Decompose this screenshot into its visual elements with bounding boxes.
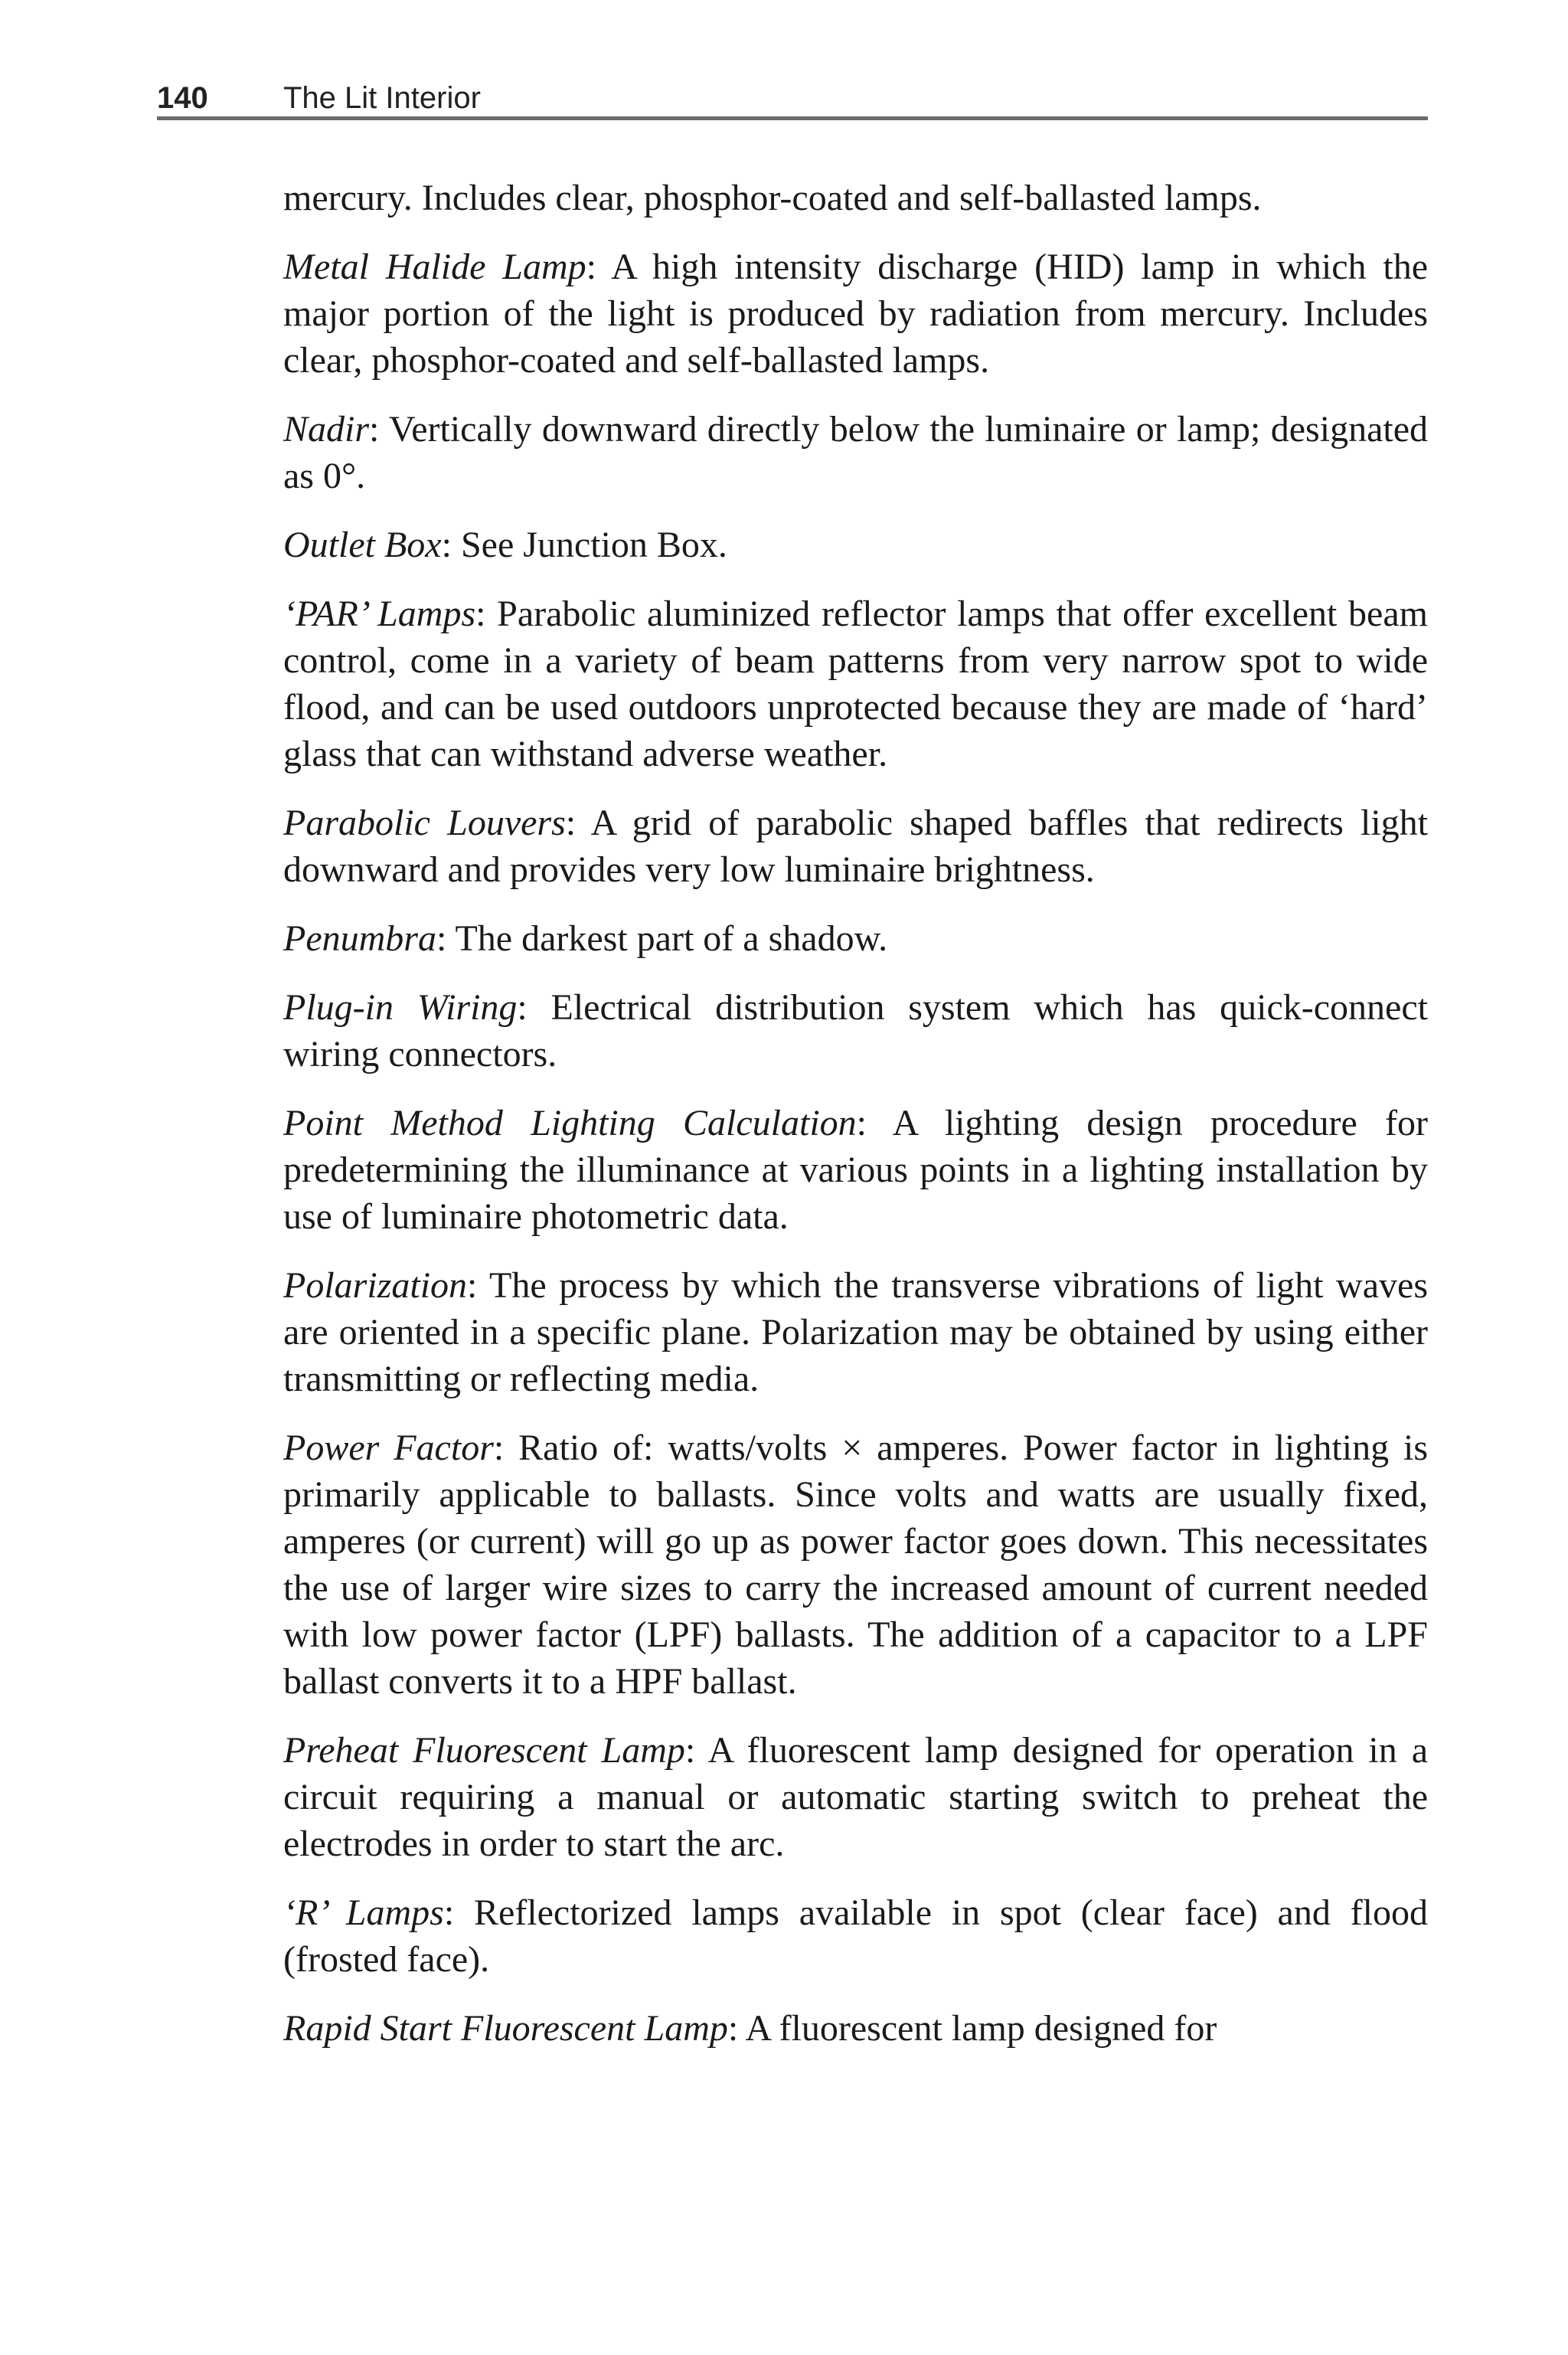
term-separator: : (727, 2008, 746, 2049)
term-separator: : (856, 1103, 893, 1143)
glossary-term: Parabolic Louvers (283, 803, 566, 843)
glossary-entry (283, 590, 1428, 777)
glossary-definition: Vertically downward directly below the luminaire or lamp; designated as 0°. (283, 409, 1429, 496)
glossary-entry (283, 1889, 1428, 1983)
glossary-term: Nadir (283, 409, 370, 450)
glossary-entry (283, 522, 1428, 568)
glossary-definition: A fluorescent lamp designed for operation in a circuit requiring a manual or automatic starting switch to preheat the electrodes in order to start the arc. (283, 1730, 1428, 1864)
glossary-entry (283, 915, 1428, 962)
term-separator: : (475, 594, 498, 634)
glossary-entry (283, 1100, 1428, 1240)
term-separator: : (441, 525, 461, 565)
term-separator: : (443, 1892, 474, 1933)
glossary-definition: Electrical distribution system which has quick-connect wiring connectors. (283, 987, 1428, 1074)
term-separator: : (493, 1428, 519, 1468)
glossary-body (283, 175, 1428, 2074)
glossary-definition: Parabolic aluminized reflector lamps that offer excellent beam control, come in a variety of beam patterns from very narrow spot to wide flood, and can be used outdoors unprotected because they are made of ‘hard’ glass that can withstand adverse weather. (283, 594, 1428, 774)
header-rule (157, 116, 1428, 120)
glossary-term: Metal Halide Lamp (283, 247, 586, 287)
term-separator: : (517, 987, 551, 1028)
glossary-term: Point Method Lighting Calculation (283, 1103, 857, 1143)
glossary-term: Rapid Start Fluorescent Lamp (283, 2008, 728, 2049)
running-head (157, 75, 1428, 121)
glossary-entry (283, 175, 1428, 221)
glossary-definition: A high intensity discharge (HID) lamp in which the major portion of the light is produced by radiation from mercury. Includes clear, phosphor-coated and self-ballasted lamps. (283, 247, 1429, 381)
book-title: The Lit Interior (283, 81, 481, 115)
glossary-entry (283, 244, 1428, 384)
glossary-term: ‘PAR’ Lamps (283, 594, 476, 634)
glossary-definition: A lighting design procedure for predetermining the illuminance at various points in a lighting installation by use of luminaire photometric data. (283, 1103, 1429, 1237)
glossary-term: Penumbra (283, 918, 436, 959)
glossary-term: Preheat Fluorescent Lamp (283, 1730, 685, 1771)
page-number: 140 (157, 81, 208, 115)
glossary-definition: mercury. Includes clear, phosphor-coated and self-ballasted lamps. (283, 178, 1262, 218)
term-separator: : (467, 1265, 490, 1306)
glossary-definition: A fluorescent lamp designed for (745, 2008, 1217, 2049)
term-separator: : (684, 1730, 708, 1771)
glossary-entry (283, 1262, 1428, 1402)
glossary-term: ‘R’ Lamps (283, 1892, 444, 1933)
glossary-entry (283, 984, 1428, 1078)
glossary-entry (283, 406, 1428, 499)
glossary-definition: A grid of parabolic shaped baffles that redirects light downward and provides very low luminaire brightness. (283, 803, 1429, 890)
term-separator: : (565, 803, 591, 843)
glossary-definition: The darkest part of a shadow. (455, 918, 888, 959)
glossary-term: Power Factor (283, 1428, 494, 1468)
glossary-entry (283, 800, 1428, 893)
glossary-term: Plug-in Wiring (283, 987, 518, 1028)
glossary-entry (283, 1424, 1428, 1705)
glossary-entry (283, 1727, 1428, 1867)
glossary-definition: See Junction Box. (460, 525, 727, 565)
glossary-definition: The process by which the transverse vibrations of light waves are oriented in a specific plane. Polarization may be obtained by using either transmitting or reflecting media. (283, 1265, 1428, 1399)
glossary-term: Polarization (283, 1265, 468, 1306)
glossary-definition: Reflectorized lamps available in spot (clear face) and flood (frosted face). (283, 1892, 1428, 1980)
glossary-term: Outlet Box (283, 525, 442, 565)
term-separator: : (586, 247, 612, 287)
term-separator: : (436, 918, 456, 959)
term-separator: : (369, 409, 389, 450)
glossary-entry (283, 2005, 1428, 2052)
glossary-definition: Ratio of: watts/volts × amperes. Power factor in lighting is primarily applicable to ballasts. Since volts and watts are usually fixed, amperes (or current) will go up as power factor goes down. This necessitates the use of larger wire sizes to carry the increased amount of current needed with low power factor (LPF) ballasts. The addition of a capacitor to a LPF ballast converts it to a HPF ballast. (283, 1428, 1429, 1702)
